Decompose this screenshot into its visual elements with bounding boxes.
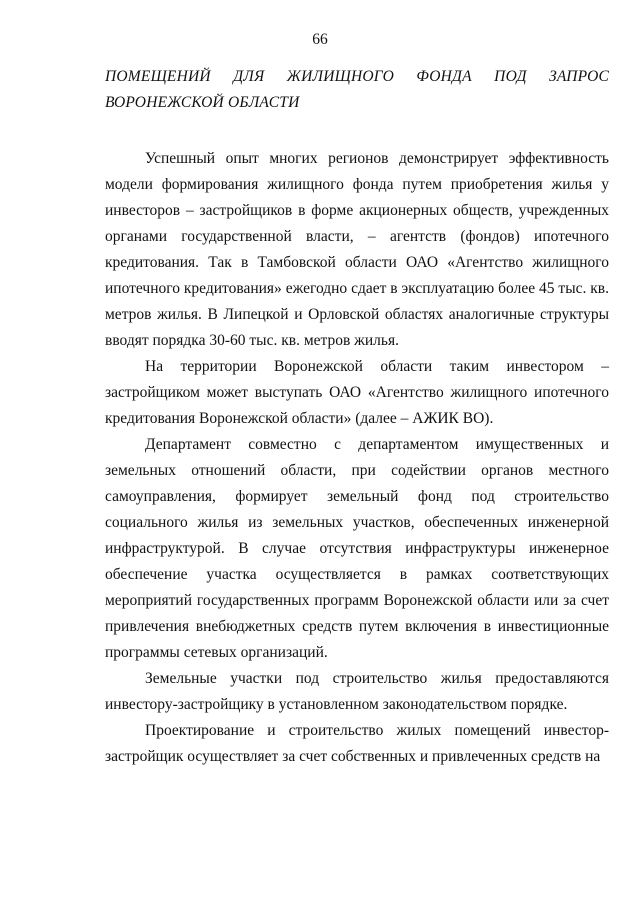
paragraph-land-plots: Земельные участки под строительство жилья предоставляются инвестору-застройщику в установленном законодательством порядке. — [105, 670, 609, 713]
section-heading-line-1: ПОМЕЩЕНИЙ ДЛЯ ЖИЛИЩНОГО ФОНДА ПОД ЗАПРОС — [105, 68, 609, 85]
body-text — [105, 146, 609, 770]
page-number: 66 — [312, 31, 328, 48]
paragraph-land-fund: Департамент совместно с департаментом имущественных и земельных отношений области, при содействии органов местного самоуправления, формирует земельный фонд под строительство социального жилья из земельных участков, обеспеченных инженерной инфраструктурой. В случае отсутствия инфраструктуры инженерное обеспечение участка осуществляется в рамках соответствующих мероприятий государственных программ Воронежской области или за счет привлечения внебюджетных средств путем включения в инвестиционные программы сетевых организаций. — [105, 436, 609, 661]
paragraph-regional-experience: Успешный опыт многих регионов демонстрирует эффективность модели формирования жилищного фонда путем приобретения жилья у инвесторов – застройщиков в форме акционерных обществ, учрежденных органами государственной власти, – агентств (фондов) ипотечного кредитования. Так в Тамбовской области ОАО «Агентство жилищного ипотечного кредитования» ежегодно сдает в эксплуатацию более 45 тыс. кв. метров жилья. В Липецкой и Орловской областях аналогичные структуры вводят порядка 30-60 тыс. кв. метров жилья. — [105, 150, 609, 349]
paragraph-voronezh-investor: На территории Воронежской области таким инвестором – застройщиком может выступать ОАО «Агентство жилищного ипотечного кредитования Воронежской области» (далее – АЖИК ВО). — [105, 358, 609, 427]
paragraph-design-construction: Проектирование и строительство жилых помещений инвестор-застройщик осуществляет за счет собственных и привлеченных средств на — [105, 722, 609, 765]
section-heading-line-2: ВОРОНЕЖСКОЙ ОБЛАСТИ — [105, 94, 300, 111]
